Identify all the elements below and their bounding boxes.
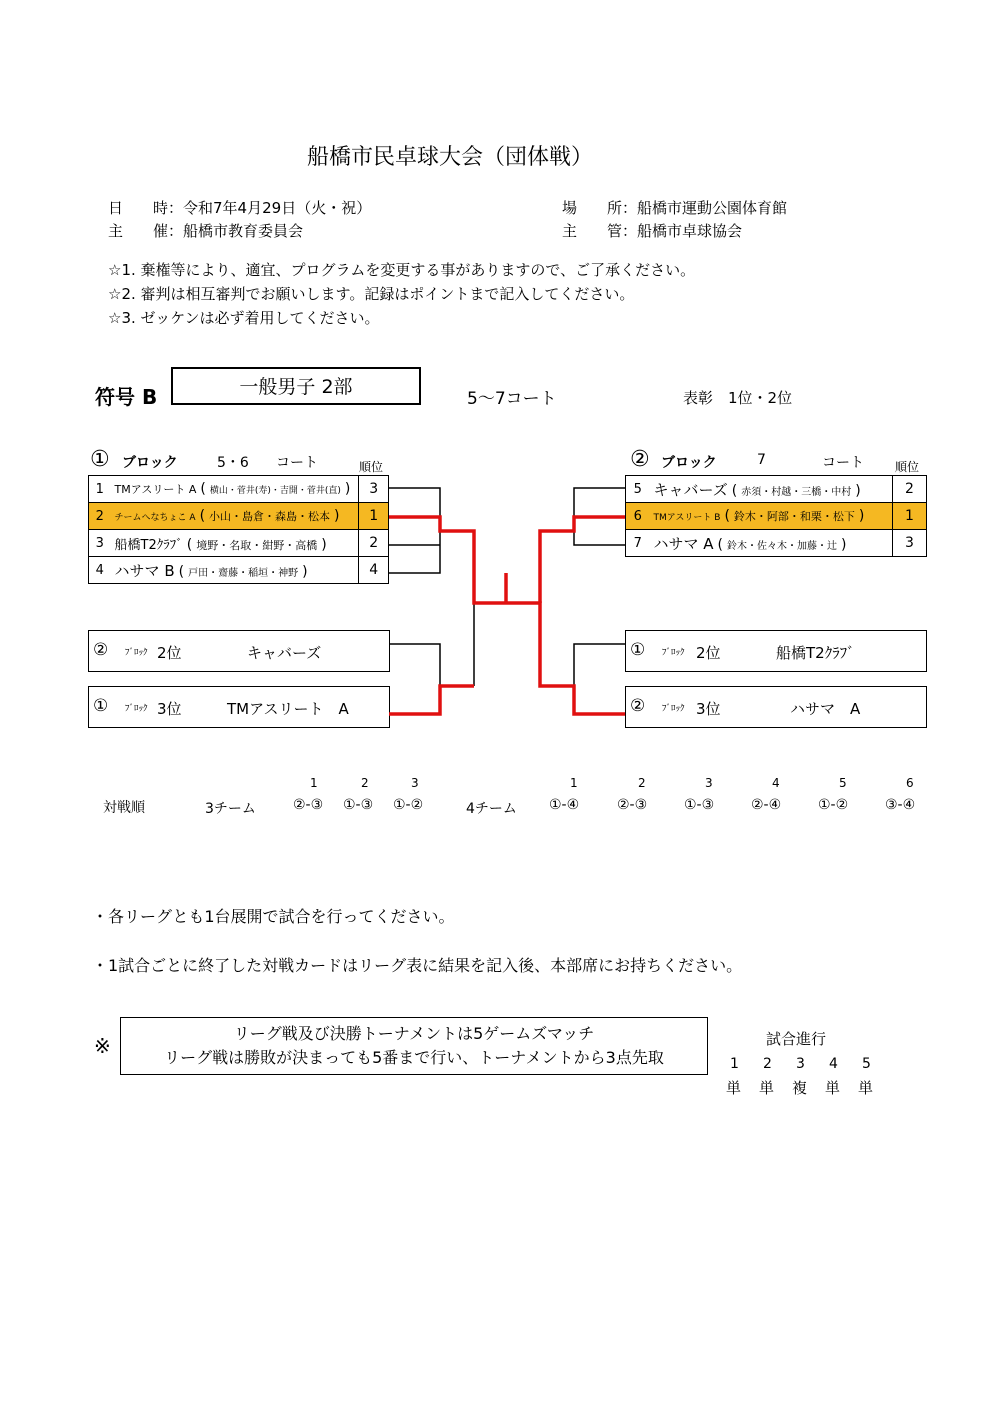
three-num-2: 2 [361,776,369,790]
slot-place: 3位 [157,700,182,718]
team-name: 船橋T2ｸﾗﾌﾞ [114,537,183,553]
team-name: キャバーズ [653,480,728,499]
progress-num: 5 [862,1056,871,1072]
note-1: ☆1. 棄権等により、適宜、プログラムを変更する事がありますので、ご了承ください。 [108,261,696,279]
team-number: 5 [626,476,650,503]
three-match-1: ②-③ [293,797,324,813]
slot-place: 2位 [696,644,721,662]
date-label: 日 時： [108,199,184,217]
slot-block: ﾌﾞﾛｯｸ [125,704,148,714]
four-match-3: ①-③ [684,797,715,813]
paren-close-icon: ) [321,536,327,553]
organizer-value: 船橋市卓球協会 [637,222,743,240]
four-match-5: ①-② [818,797,849,813]
team-members: 鈴木・阿部・和栗・松下 [733,510,855,523]
team-members: 横山・菅井(寿)・吉開・菅井(直) [209,486,341,496]
paren-open-icon: ( [200,481,206,497]
rule-line-2: リーグ戦は勝敗が決まっても5番まで行い、トーナメントから3点先取 [164,1048,664,1067]
rules-box [120,1017,708,1075]
paren-close-icon: ) [855,482,861,499]
team-members: 境野・名取・紺野・高橋 [196,538,318,552]
four-num-5: 5 [839,776,847,790]
team-members: 小山・島倉・森島・松本 [209,510,331,523]
progress-types [726,1077,891,1098]
block2-rank-header: 順位 [895,460,920,474]
team-rank: 4 [359,557,389,584]
place-value: 船橋市運動公園体育館 [637,199,788,217]
note-3: ☆3. ゼッケンは必ず着用してください。 [108,309,380,327]
slot-block: ﾌﾞﾛｯｸ [662,704,685,714]
progress-type: 単 [726,1079,742,1097]
block2-court-no: 7 [757,452,766,468]
team-name: チームへなちょこ A [114,513,196,523]
team-rank: 2 [359,530,389,557]
four-match-1: ①-④ [549,797,580,813]
team-rank: 3 [359,476,389,503]
paren-close-icon: ) [841,536,847,553]
slot-block: ﾌﾞﾛｯｸ [662,648,685,658]
slot-team: 船橋T2ｸﾗﾌﾞ [776,644,855,662]
team-members: 戸田・齋藤・稲垣・神野 [188,567,299,579]
slot-circle: ② [630,696,646,716]
three-match-3: ①-② [393,797,424,813]
team-name: ハサマ B [114,561,175,580]
progress-nums [730,1056,895,1072]
paren-open-icon: ( [731,482,738,499]
bracket-winner-lines [389,517,625,714]
team-rank: 3 [893,530,927,557]
team-number: 4 [89,557,111,584]
code-label: 符号 B [95,385,158,409]
team-number: 3 [89,530,111,557]
block1-court-label: コート [276,455,318,471]
four-match-6: ③-④ [885,797,916,813]
page-title: 船橋市民卓球大会（団体戦） [306,145,593,170]
host-label: 主 催： [108,222,184,240]
paren-close-icon: ) [344,481,351,497]
slot-circle: ① [93,696,109,716]
progress-label: 試合進行 [766,1030,827,1048]
paren-open-icon: ( [178,563,185,580]
progress-num: 1 [730,1056,739,1072]
four-num-1: 1 [570,776,578,790]
slot-place: 3位 [696,700,721,718]
rule-line-1: リーグ戦及び決勝トーナメントは5ゲームズマッチ [233,1024,595,1043]
team-members: 赤須・村越・三橋・中村 [741,486,852,498]
block2-circle: ② [630,447,650,472]
slot-team: TMアスリート A [227,700,349,718]
four-team-label: 4チーム [466,801,517,817]
four-num-4: 4 [772,776,780,790]
slot-circle: ② [93,640,109,660]
team-members: 鈴木・佐々木・加藤・辻 [727,540,837,552]
team-name: ハサマ A [653,534,714,553]
progress-type: 複 [792,1079,808,1097]
block1-label: ブロック [122,455,178,471]
three-match-2: ①-③ [343,797,374,813]
team-name: TMアスリート A [114,483,197,496]
block2-label: ブロック [661,455,717,471]
progress-type: 単 [825,1079,841,1097]
date-value: 令和7年4月29日（火・祝） [183,199,372,217]
order-label: 対戦順 [103,800,145,816]
progress-num: 4 [829,1056,838,1072]
paren-open-icon: ( [724,508,730,524]
block1-court-no: 5・6 [217,455,249,471]
slot-circle: ① [630,640,646,660]
team-rank: 1 [893,503,927,530]
team-rank: 2 [893,476,927,503]
slot-place: 2位 [157,644,182,662]
court-range: 5～7コート [467,389,557,409]
three-num-1: 1 [310,776,318,790]
team-rank: 1 [359,503,389,530]
team-number: 1 [89,476,111,503]
four-match-2: ②-③ [617,797,648,813]
organizer-label: 主 管： [562,222,638,240]
rule-mark: ※ [94,1034,111,1058]
block2-court-label: コート [822,455,864,471]
progress-type: 単 [858,1079,874,1097]
team-number: 7 [626,530,650,557]
team-number: 6 [626,503,650,530]
four-num-3: 3 [705,776,713,790]
four-match-4: ②-④ [751,797,782,813]
progress-num: 2 [763,1056,772,1072]
block1-circle: ① [90,447,110,472]
award-info: 表彰 1位・2位 [683,389,793,407]
team-number: 2 [89,503,111,530]
paren-close-icon: ) [334,508,340,524]
progress-num: 3 [796,1056,805,1072]
four-num-6: 6 [906,776,914,790]
three-team-label: 3チーム [205,801,256,817]
place-label: 場 所： [562,199,638,217]
category-box: 一般男子 2部 [171,367,421,405]
three-num-3: 3 [411,776,419,790]
paren-open-icon: ( [199,508,206,524]
bullet-2: ・1試合ごとに終了した対戦カードはリーグ表に結果を記入後、本部席にお持ちください。 [92,956,743,975]
paren-open-icon: ( [717,536,723,553]
four-num-2: 2 [638,776,646,790]
progress-type: 単 [759,1079,775,1097]
paren-close-icon: ) [302,563,308,580]
team-name: TMアスリート B [653,513,721,523]
paren-open-icon: ( [186,536,193,553]
slot-block: ﾌﾞﾛｯｸ [125,648,148,658]
slot-team: ハサマ A [790,700,861,718]
host-value: 船橋市教育委員会 [183,222,304,240]
slot-team: キャバーズ [247,644,322,662]
block1-rank-header: 順位 [359,460,384,474]
bullet-1: ・各リーグとも1台展開で試合を行ってください。 [92,907,455,926]
paren-close-icon: ) [858,508,865,524]
note-2: ☆2. 審判は相互審判でお願いします。記録はポイントまで記入してください。 [108,285,635,303]
